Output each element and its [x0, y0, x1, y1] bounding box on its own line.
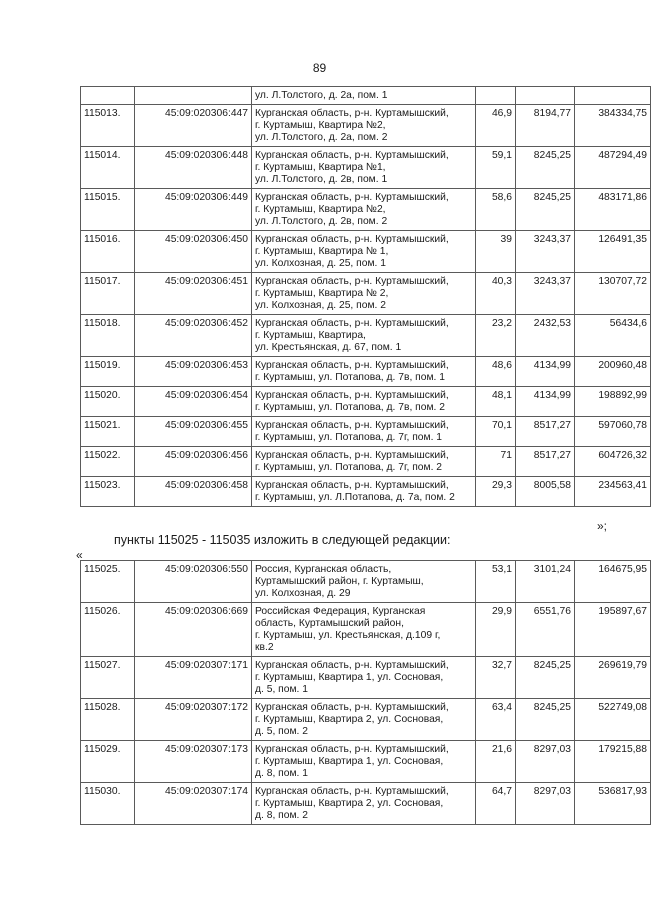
cadastral-number: 45:09:020307:171: [135, 657, 252, 699]
cadastral-number: 45:09:020306:450: [135, 231, 252, 273]
item-number: 115030.: [81, 783, 135, 825]
property-address: Курганская область, р-н. Куртамышский, г. Куртамыш, Квартира 2, ул. Сосновая, д. 8, пом. 2: [252, 783, 476, 825]
item-number: 115014.: [81, 147, 135, 189]
unit-cost-value: 8297,03: [516, 783, 575, 825]
cadastral-value: 536817,93: [575, 783, 651, 825]
unit-cost-value: 3243,37: [516, 273, 575, 315]
property-address: Курганская область, р-н. Куртамышский, г. Куртамыш, Квартира 1, ул. Сосновая, д. 8, пом. 1: [252, 741, 476, 783]
cadastral-value: 130707,72: [575, 273, 651, 315]
cadastral-value: 483171,86: [575, 189, 651, 231]
table-row: [81, 477, 651, 507]
cadastral-value: 200960,48: [575, 357, 651, 387]
page-number: 89: [312, 61, 327, 75]
unit-cost-value: 8297,03: [516, 741, 575, 783]
property-address: Россия, Курганская область, Куртамышский район, г. Куртамыш, ул. Колхозная, д. 29: [252, 561, 476, 603]
area-value: 39: [476, 231, 516, 273]
property-address: Курганская область, р-н. Куртамышский, г. Куртамыш, Квартира № 1, ул. Колхозная, д. 25, пом. 1: [252, 231, 476, 273]
item-number: 115023.: [81, 477, 135, 507]
table-row: [81, 699, 651, 741]
cadastral-number: 45:09:020306:458: [135, 477, 252, 507]
cadastral-value: 487294,49: [575, 147, 651, 189]
table-row: [81, 417, 651, 447]
area-value: 53,1: [476, 561, 516, 603]
cadastral-number: 45:09:020306:449: [135, 189, 252, 231]
cadastral-value: 522749,08: [575, 699, 651, 741]
table-row: [81, 273, 651, 315]
area-value: 59,1: [476, 147, 516, 189]
property-address: Курганская область, р-н. Куртамышский, г. Куртамыш, Квартира № 2, ул. Колхозная, д. 25, пом. 2: [252, 273, 476, 315]
table-row: [81, 657, 651, 699]
property-address: Курганская область, р-н. Куртамышский, г. Куртамыш, Квартира, ул. Крестьянская, д. 67, пом. 1: [252, 315, 476, 357]
unit-cost-value: 3243,37: [516, 231, 575, 273]
property-address: Курганская область, р-н. Куртамышский, г. Куртамыш, Квартира №2, ул. Л.Толстого, д. 2в, пом. 2: [252, 189, 476, 231]
cadastral-number: 45:09:020307:174: [135, 783, 252, 825]
table-row: [81, 783, 651, 825]
item-number: 115015.: [81, 189, 135, 231]
unit-cost-value: 8245,25: [516, 657, 575, 699]
cadastral-value: 269619,79: [575, 657, 651, 699]
area-value: 40,3: [476, 273, 516, 315]
cadastral-number: 45:09:020307:173: [135, 741, 252, 783]
table-row: [81, 603, 651, 657]
cadastral-value: 604726,32: [575, 447, 651, 477]
area-value: 48,1: [476, 387, 516, 417]
unit-cost-value: 8517,27: [516, 417, 575, 447]
area-value: 46,9: [476, 105, 516, 147]
records-table-continued: [80, 86, 651, 507]
table-row: [81, 561, 651, 603]
property-address: Курганская область, р-н. Куртамышский, г. Куртамыш, ул. Потапова, д. 7г, пом. 1: [252, 417, 476, 447]
cadastral-number: 45:09:020306:453: [135, 357, 252, 387]
item-number: 115026.: [81, 603, 135, 657]
property-address: Курганская область, р-н. Куртамышский, г. Куртамыш, ул. Потапова, д. 7в, пом. 2: [252, 387, 476, 417]
cadastral-number: 45:09:020306:454: [135, 387, 252, 417]
table-row: [81, 357, 651, 387]
unit-cost-value: 4134,99: [516, 357, 575, 387]
cadastral-number: 45:09:020306:452: [135, 315, 252, 357]
cadastral-number: 45:09:020306:451: [135, 273, 252, 315]
area-value: 58,6: [476, 189, 516, 231]
table-row: [81, 105, 651, 147]
property-address: ул. Л.Толстого, д. 2а, пом. 1: [252, 87, 476, 105]
unit-cost-value: 3101,24: [516, 561, 575, 603]
unit-cost-value: 8245,25: [516, 699, 575, 741]
records-table-amended: [80, 560, 651, 825]
area-value: 63,4: [476, 699, 516, 741]
item-number: 115027.: [81, 657, 135, 699]
table-row: [81, 231, 651, 273]
item-number: 115018.: [81, 315, 135, 357]
table-body: [81, 87, 651, 507]
unit-cost-value: 6551,76: [516, 603, 575, 657]
item-number: 115028.: [81, 699, 135, 741]
table-row: [81, 315, 651, 357]
area-value: [476, 87, 516, 105]
property-address: Курганская область, р-н. Куртамышский, г. Куртамыш, Квартира 1, ул. Сосновая, д. 5, пом. 1: [252, 657, 476, 699]
unit-cost-value: 8245,25: [516, 189, 575, 231]
item-number: 115016.: [81, 231, 135, 273]
cadastral-value: 234563,41: [575, 477, 651, 507]
table-row: [81, 741, 651, 783]
table-row: [81, 87, 651, 105]
table-row: [81, 387, 651, 417]
cadastral-value: 198892,99: [575, 387, 651, 417]
cadastral-number: 45:09:020306:550: [135, 561, 252, 603]
table-row: [81, 447, 651, 477]
table-row: [81, 189, 651, 231]
amendment-instruction: пункты 115025 - 115035 изложить в следующей редакции:: [114, 533, 451, 547]
area-value: 21,6: [476, 741, 516, 783]
cadastral-value: 597060,78: [575, 417, 651, 447]
unit-cost-value: 4134,99: [516, 387, 575, 417]
area-value: 23,2: [476, 315, 516, 357]
property-address: Курганская область, р-н. Куртамышский, г. Куртамыш, ул. Л.Потапова, д. 7а, пом. 2: [252, 477, 476, 507]
item-number: 115021.: [81, 417, 135, 447]
unit-cost-value: 2432,53: [516, 315, 575, 357]
area-value: 70,1: [476, 417, 516, 447]
cadastral-number: 45:09:020306:455: [135, 417, 252, 447]
unit-cost-value: 8245,25: [516, 147, 575, 189]
cadastral-number: 45:09:020306:447: [135, 105, 252, 147]
table-row: [81, 147, 651, 189]
unit-cost-value: 8194,77: [516, 105, 575, 147]
item-number: 115013.: [81, 105, 135, 147]
unit-cost-value: [516, 87, 575, 105]
property-address: Курганская область, р-н. Куртамышский, г. Куртамыш, Квартира №2, ул. Л.Толстого, д. 2а, пом. 2: [252, 105, 476, 147]
item-number: 115020.: [81, 387, 135, 417]
cadastral-number: [135, 87, 252, 105]
unit-cost-value: 8005,58: [516, 477, 575, 507]
item-number: [81, 87, 135, 105]
property-address: Курганская область, р-н. Куртамышский, г. Куртамыш, Квартира №1, ул. Л.Толстого, д. 2в, пом. 1: [252, 147, 476, 189]
item-number: 115025.: [81, 561, 135, 603]
table-body: [81, 561, 651, 825]
cadastral-value: 179215,88: [575, 741, 651, 783]
item-number: 115019.: [81, 357, 135, 387]
area-value: 29,3: [476, 477, 516, 507]
item-number: 115029.: [81, 741, 135, 783]
cadastral-value: 164675,95: [575, 561, 651, 603]
property-address: Курганская область, р-н. Куртамышский, г. Куртамыш, Квартира 2, ул. Сосновая, д. 5, пом. 2: [252, 699, 476, 741]
property-address: Российская Федерация, Курганская область, Куртамышский район, г. Куртамыш, ул. Крестьянская, д.109 г, кв.2: [252, 603, 476, 657]
cadastral-number: 45:09:020306:669: [135, 603, 252, 657]
property-address: Курганская область, р-н. Куртамышский, г. Куртамыш, ул. Потапова, д. 7в, пом. 1: [252, 357, 476, 387]
area-value: 32,7: [476, 657, 516, 699]
closing-quote: »;: [597, 519, 608, 533]
cadastral-value: [575, 87, 651, 105]
area-value: 29,9: [476, 603, 516, 657]
cadastral-value: 126491,35: [575, 231, 651, 273]
property-address: Курганская область, р-н. Куртамышский, г. Куртамыш, ул. Потапова, д. 7г, пом. 2: [252, 447, 476, 477]
item-number: 115017.: [81, 273, 135, 315]
cadastral-number: 45:09:020306:448: [135, 147, 252, 189]
cadastral-number: 45:09:020306:456: [135, 447, 252, 477]
unit-cost-value: 8517,27: [516, 447, 575, 477]
area-value: 64,7: [476, 783, 516, 825]
area-value: 48,6: [476, 357, 516, 387]
opening-quote: «: [76, 548, 83, 562]
area-value: 71: [476, 447, 516, 477]
item-number: 115022.: [81, 447, 135, 477]
cadastral-value: 56434,6: [575, 315, 651, 357]
cadastral-value: 384334,75: [575, 105, 651, 147]
cadastral-number: 45:09:020307:172: [135, 699, 252, 741]
cadastral-value: 195897,67: [575, 603, 651, 657]
